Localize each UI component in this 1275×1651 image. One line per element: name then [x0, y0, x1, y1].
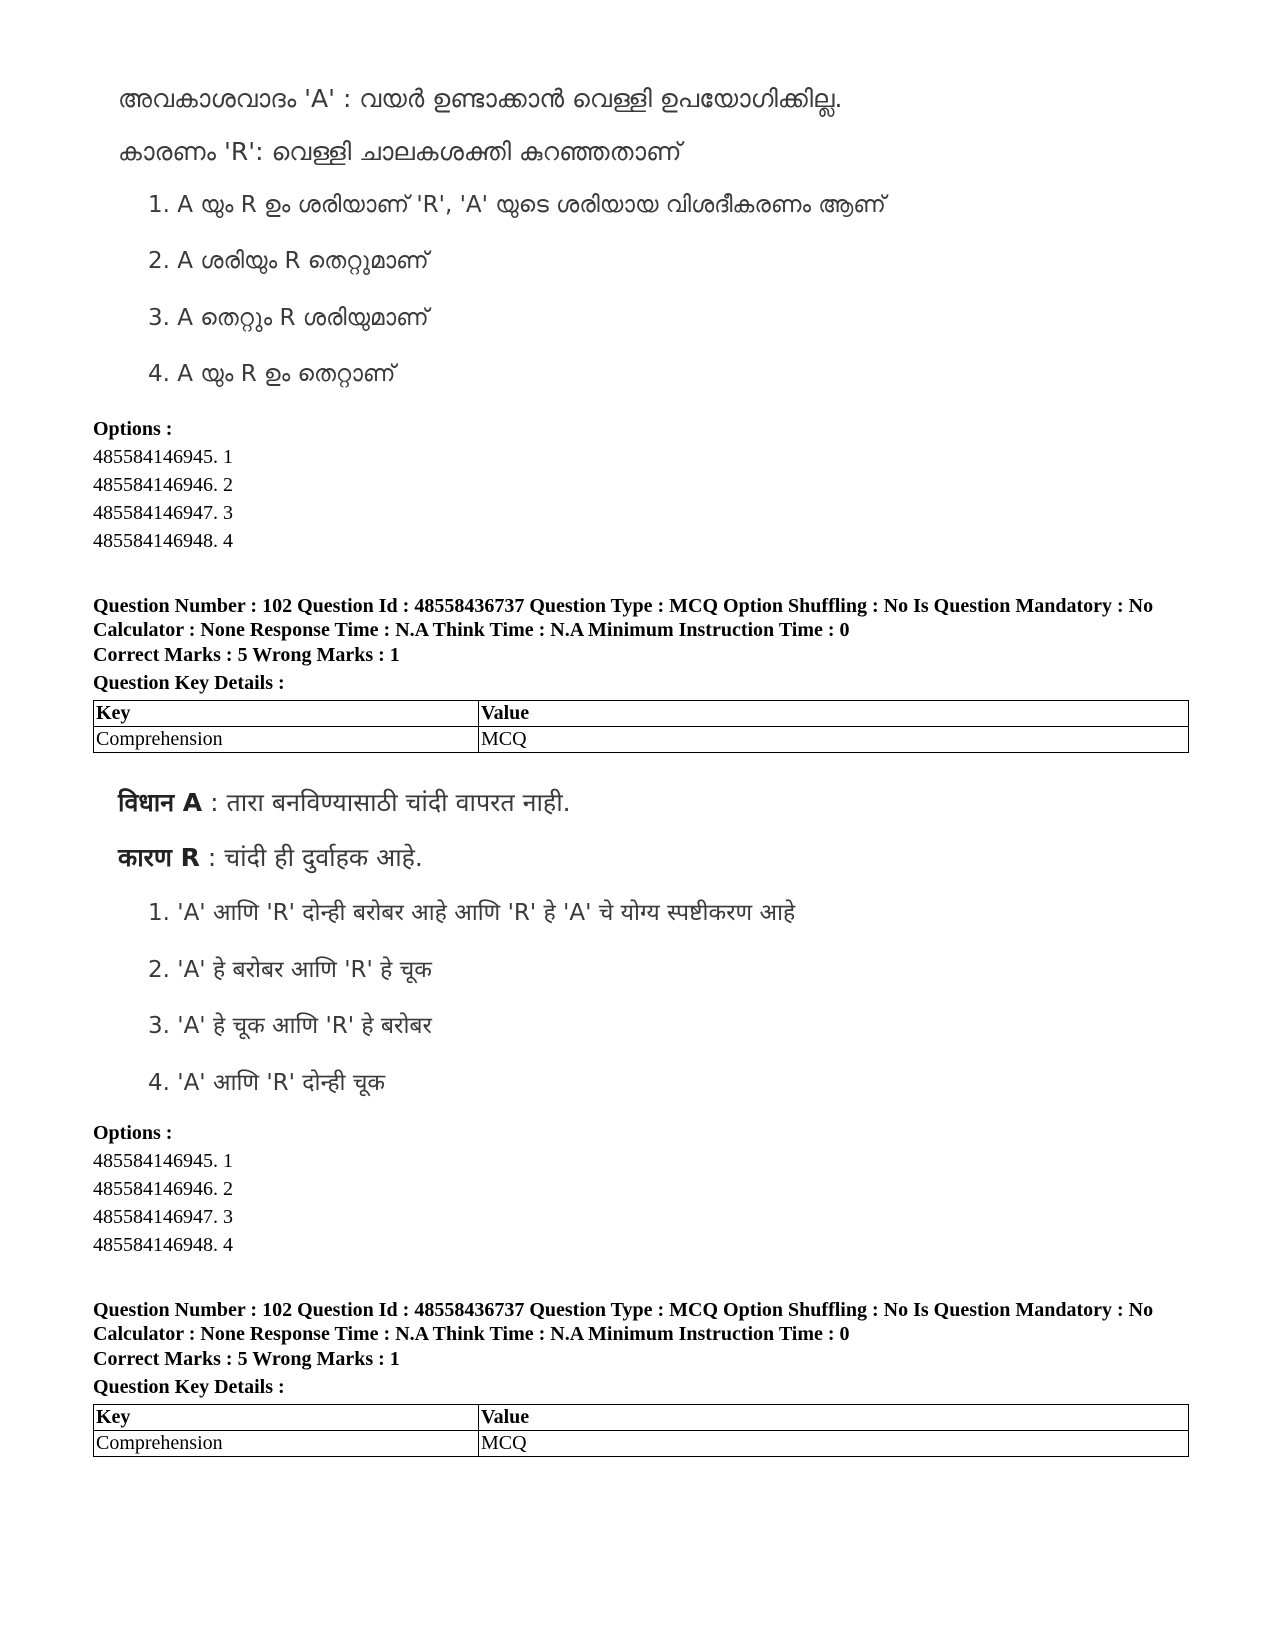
table-header-key: Key [94, 1405, 479, 1431]
choice-4: 4. 'A' आणि 'R' दोन्ही चूक [148, 1070, 386, 1096]
option-item: 485584146946. 2 [93, 1178, 233, 1200]
option-item: 485584146948. 4 [93, 1234, 233, 1256]
question-key-table [93, 700, 1189, 753]
question-image-malayalam [110, 70, 1030, 410]
table-cell-key: Comprehension [94, 1431, 479, 1457]
option-item: 485584146945. 1 [93, 446, 233, 468]
reason-statement [118, 840, 423, 874]
table-cell-value: MCQ [479, 727, 1189, 753]
choice-3: 3. A തെറ്റും R ശരിയുമാണ് [148, 305, 429, 331]
marks-line: Correct Marks : 5 Wrong Marks : 1 [93, 644, 400, 666]
option-item: 485584146947. 3 [93, 1206, 233, 1228]
choice-1: 1. 'A' आणि 'R' दोन्ही बरोबर आहे आणि 'R' हे 'A' चे योग्य स्पष्टीकरण आहे [148, 900, 796, 926]
choice-2: 2. 'A' हे बरोबर आणि 'R' हे चूक [148, 957, 432, 983]
option-item: 485584146947. 3 [93, 502, 233, 524]
options-heading: Options : [93, 1122, 173, 1144]
table-row [94, 1431, 1189, 1457]
reason-statement: കാരണം 'R': വെള്ളി ചാലകശക്തി കുറഞ്ഞതാണ് [118, 137, 682, 166]
choice-3: 3. 'A' हे चूक आणि 'R' हे बरोबर [148, 1013, 432, 1039]
question-key-heading: Question Key Details : [93, 672, 285, 694]
question-key-heading: Question Key Details : [93, 1376, 285, 1398]
table-header-key: Key [94, 701, 479, 727]
question-meta: Question Number : 102 Question Id : 48558436737 Question Type : MCQ Option Shuffling : No Is Question Mandatory : No Calculator : None Response Time : N.A Think Time : N.A Minimum Instruction Time : 0 [93, 1299, 1154, 1345]
table-header-row [94, 701, 1189, 727]
assertion-label: विधान A [118, 788, 203, 817]
question-image-marathi [110, 775, 830, 1115]
option-item: 485584146946. 2 [93, 474, 233, 496]
table-row [94, 727, 1189, 753]
assertion-statement [118, 785, 571, 819]
assertion-statement: അവകാശവാദം 'A' : വയർ ഉണ്ടാക്കാൻ വെള്ളി ഉപയോഗിക്കില്ല. [118, 84, 843, 113]
choice-4: 4. A യും R ഉം തെറ്റാണ് [148, 361, 396, 387]
choice-2: 2. A ശരിയും R തെറ്റുമാണ് [148, 248, 429, 274]
table-header-value: Value [479, 1405, 1189, 1431]
marks-line: Correct Marks : 5 Wrong Marks : 1 [93, 1348, 400, 1370]
question-meta: Question Number : 102 Question Id : 48558436737 Question Type : MCQ Option Shuffling : No Is Question Mandatory : No Calculator : None Response Time : N.A Think Time : N.A Minimum Instruction Time : 0 [93, 595, 1154, 641]
table-cell-key: Comprehension [94, 727, 479, 753]
option-item: 485584146948. 4 [93, 530, 233, 552]
question-key-table [93, 1404, 1189, 1457]
options-heading: Options : [93, 418, 173, 440]
reason-text: : चांदी ही दुर्वाहक आहे. [199, 843, 423, 872]
reason-label: कारण R [118, 843, 200, 872]
table-cell-value: MCQ [479, 1431, 1189, 1457]
assertion-text: : तारा बनविण्यासाठी चांदी वापरत नाही. [202, 788, 571, 817]
option-item: 485584146945. 1 [93, 1150, 233, 1172]
table-header-row [94, 1405, 1189, 1431]
choice-1: 1. A യും R ഉം ശരിയാണ് 'R', 'A' യുടെ ശരിയായ വിശദീകരണം ആണ് [148, 192, 886, 218]
table-header-value: Value [479, 701, 1189, 727]
